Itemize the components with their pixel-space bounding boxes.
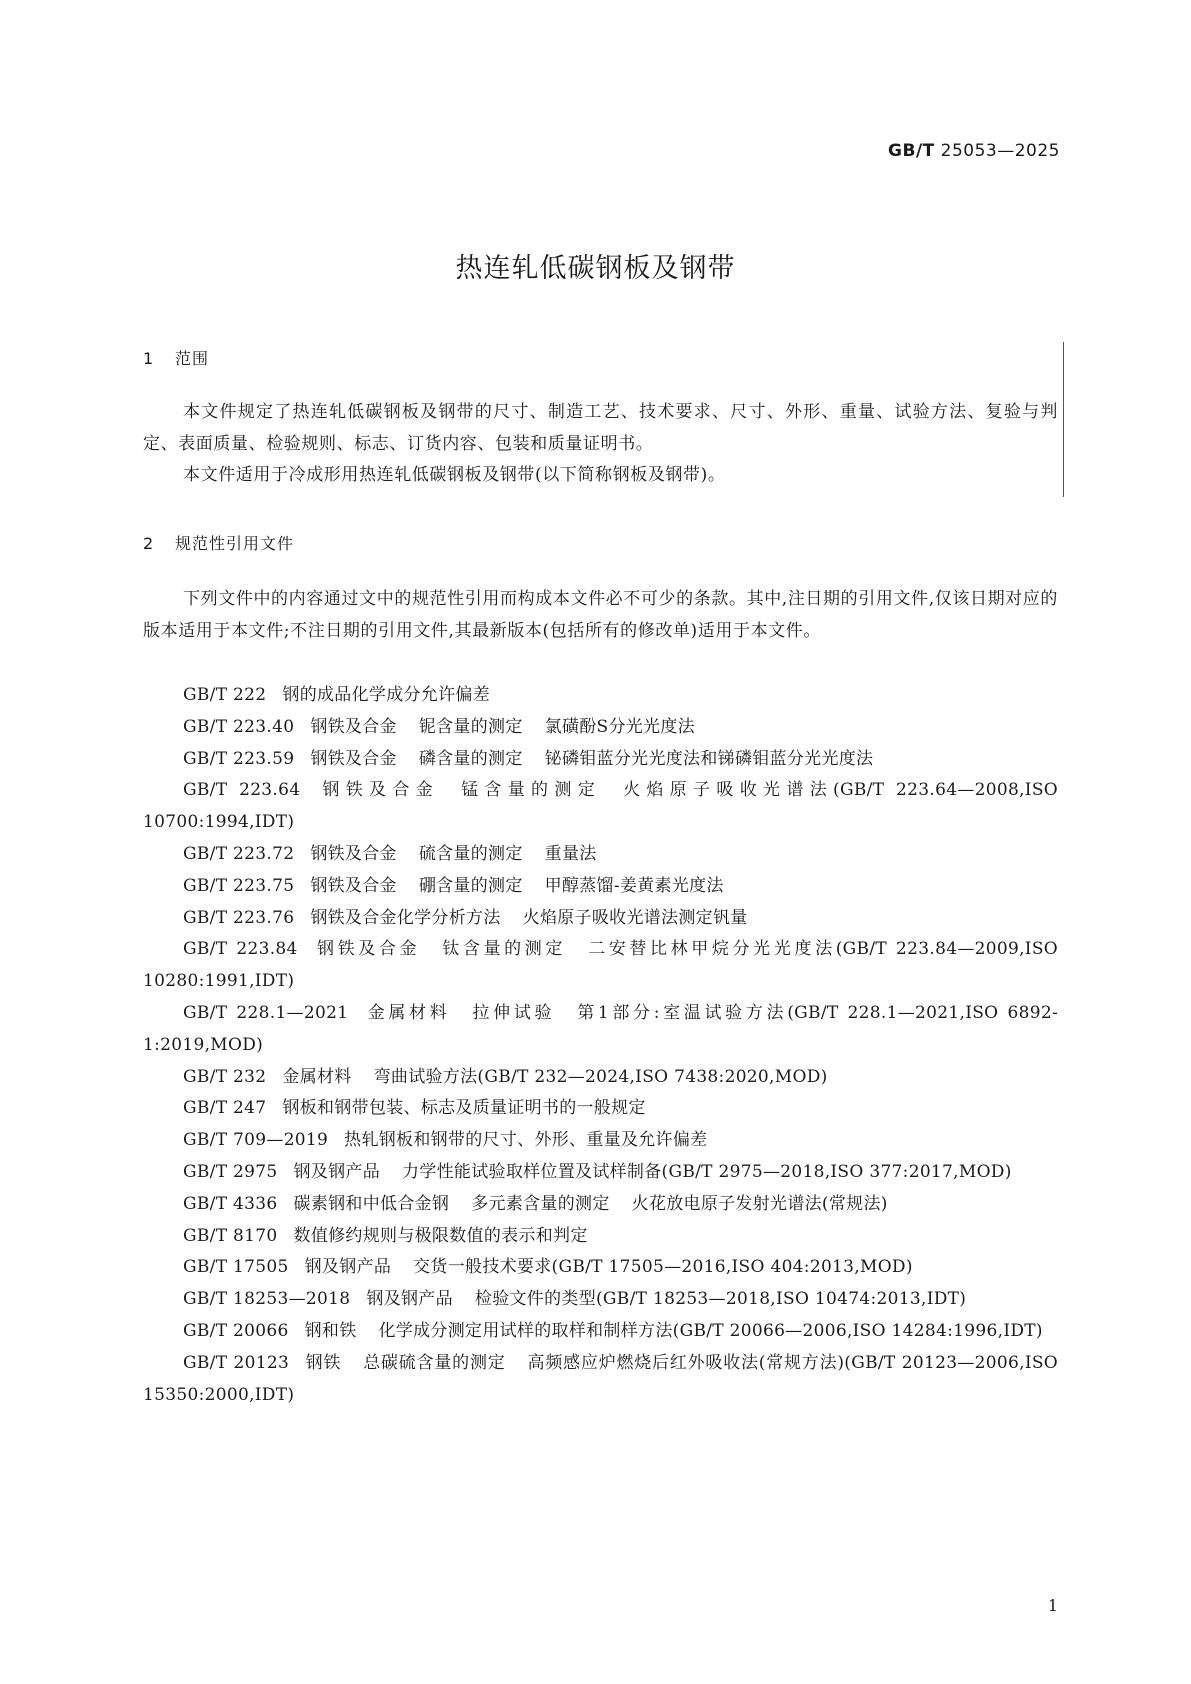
reference-item — [143, 680, 1058, 712]
reference-item — [143, 1125, 1058, 1157]
reference-title-segment: 火焰原子吸收光谱法(GB/T 223.64—2008,ISO 10700:1994,IDT) — [143, 780, 1059, 833]
section-1-heading — [143, 346, 209, 369]
reference-code: GB/T 232 — [183, 1066, 267, 1087]
reference-item — [143, 1316, 1058, 1348]
reference-title-segment: 交货一般技术要求(GB/T 17505—2016,ISO 404:2013,MOD) — [413, 1257, 913, 1278]
reference-list — [143, 680, 1058, 1411]
section-2-title: 规范性引用文件 — [175, 534, 295, 553]
reference-item — [143, 1062, 1058, 1094]
reference-title-segment: 第1部分:室温试验方法(GB/T 228.1—2021,ISO 6892-1:2019,MOD) — [143, 1002, 1058, 1055]
reference-title-segment: 硼含量的测定 — [418, 875, 523, 896]
reference-title-segment: 钢及钢产品 — [293, 1161, 381, 1182]
reference-title-segment: 总碳硫含量的测定 — [363, 1352, 506, 1373]
reference-title-segment: 甲醇蒸馏-姜黄素光度法 — [544, 875, 724, 896]
reference-title-segment: 钢铁及合金 — [310, 716, 397, 737]
reference-title-segment: 硫含量的测定 — [418, 843, 523, 864]
reference-code: GB/T 228.1—2021 — [183, 1002, 349, 1023]
standard-code — [888, 141, 1060, 161]
reference-title-segment: 数值修约规则与极限数值的表示和判定 — [293, 1225, 588, 1246]
reference-title-segment: 重量法 — [544, 843, 597, 864]
reference-code: GB/T 247 — [183, 1098, 267, 1119]
reference-item — [143, 839, 1058, 871]
reference-code: GB/T 223.76 — [183, 907, 295, 928]
reference-title-segment: 钢铁及合金化学分析方法 — [310, 907, 501, 928]
section-2-number: 2 — [143, 534, 155, 553]
section-1-number: 1 — [143, 349, 155, 368]
reference-title-segment: 钛含量的测定 — [442, 939, 567, 960]
reference-item — [143, 1189, 1058, 1221]
scope-paragraph-1: 本文件规定了热连轧低碳钢板及钢带的尺寸、制造工艺、技术要求、尺寸、外形、重量、试验方法、复验与判定、表面质量、检验规则、标志、订货内容、包装和质量证明书。 — [143, 402, 1058, 454]
section-1-title: 范围 — [175, 349, 210, 368]
reference-item — [143, 871, 1058, 903]
reference-code: GB/T 223.84 — [183, 939, 298, 960]
reference-item — [143, 712, 1058, 744]
document-title: 热连轧低碳钢板及钢带 — [455, 253, 736, 284]
reference-title-segment: 二安替比林甲烷分光光度法(GB/T 223.84—2009,ISO 10280:1991,IDT) — [143, 939, 1059, 992]
reference-title-segment: 钢铁及合金 — [310, 875, 397, 896]
reference-title-segment: 钢板和钢带包装、标志及质量证明书的一般规定 — [282, 1098, 646, 1119]
reference-item — [143, 1348, 1058, 1412]
reference-code: GB/T 20123 — [183, 1352, 290, 1373]
scope-paragraph-2: 本文件适用于冷成形用热连轧低碳钢板及钢带(以下简称钢板及钢带)。 — [183, 465, 726, 485]
reference-title-segment: 化学成分测定用试样的取样和制样方法(GB/T 20066—2006,ISO 14284:1996,IDT) — [378, 1320, 1043, 1341]
reference-item — [143, 1157, 1058, 1189]
reference-code: GB/T 4336 — [183, 1193, 278, 1214]
reference-title-segment: 热轧钢板和钢带的尺寸、外形、重量及允许偏差 — [344, 1130, 708, 1151]
reference-title-segment: 多元素含量的测定 — [471, 1193, 610, 1214]
reference-title-segment: 磷含量的测定 — [418, 748, 523, 769]
reference-item — [143, 744, 1058, 776]
reference-code: GB/T 222 — [183, 685, 267, 705]
reference-code: GB/T 2975 — [183, 1161, 278, 1182]
reference-title-segment: 钢铁及合金 — [316, 780, 440, 801]
reference-code: GB/T 223.72 — [183, 843, 295, 864]
reference-code: GB/T 709—2019 — [183, 1130, 329, 1151]
reference-item — [143, 1252, 1058, 1284]
references-intro: 下列文件中的内容通过文中的规范性引用而构成本文件必不可少的条款。其中,注日期的引用文件,仅该日期对应的版本适用于本文件;不注日期的引用文件,其最新版本(包括所有的修改单)适用于本文件。 — [143, 589, 1058, 641]
change-bar — [1063, 342, 1064, 497]
reference-title-segment: 金属材料 — [364, 1002, 451, 1023]
reference-item — [143, 934, 1058, 998]
reference-title-segment: 高频感应炉燃烧后红外吸收法(常规方法)(GB/T 20123—2006,ISO 15350:2000,IDT) — [143, 1352, 1059, 1405]
reference-title-segment: 钢铁及合金 — [313, 939, 421, 960]
reference-item — [143, 1221, 1058, 1253]
reference-item — [143, 1093, 1058, 1125]
reference-title-segment: 钢铁及合金 — [310, 843, 397, 864]
section-2-heading — [143, 531, 294, 554]
reference-title-segment: 钢的成品化学成分允许偏差 — [282, 685, 490, 705]
reference-title-segment: 钢铁 — [305, 1352, 342, 1373]
reference-item — [143, 775, 1058, 839]
reference-title-segment: 火花放电原子发射光谱法(常规法) — [631, 1193, 888, 1214]
reference-code: GB/T 18253—2018 — [183, 1289, 351, 1310]
reference-title-segment: 钢及钢产品 — [366, 1289, 453, 1310]
reference-code: GB/T 17505 — [183, 1257, 289, 1278]
reference-title-segment: 弯曲试验方法(GB/T 232—2024,ISO 7438:2020,MOD) — [373, 1066, 828, 1087]
reference-code: GB/T 223.40 — [183, 716, 295, 737]
reference-item — [143, 903, 1058, 935]
reference-code: GB/T 223.64 — [183, 780, 301, 801]
reference-title-segment: 火焰原子吸收光谱法测定钒量 — [522, 907, 748, 928]
reference-title-segment: 铋磷钼蓝分光光度法和锑磷钼蓝分光光度法 — [544, 748, 874, 769]
reference-title-segment: 拉伸试验 — [472, 1002, 556, 1023]
page-number: 1 — [1047, 1596, 1058, 1615]
reference-title-segment: 铌含量的测定 — [418, 716, 523, 737]
reference-title-segment: 力学性能试验取样位置及试样制备(GB/T 2975—2018,ISO 377:2017,MOD) — [402, 1161, 1012, 1182]
reference-title-segment: 碳素钢和中低合金钢 — [293, 1193, 450, 1214]
reference-title-segment: 钢和铁 — [304, 1320, 357, 1341]
reference-title-segment: 锰含量的测定 — [461, 780, 602, 801]
reference-title-segment: 检验文件的类型(GB/T 18253—2018,ISO 10474:2013,IDT) — [474, 1289, 967, 1310]
reference-code: GB/T 8170 — [183, 1225, 278, 1246]
reference-title-segment: 金属材料 — [282, 1066, 352, 1087]
reference-item — [143, 998, 1058, 1062]
reference-title-segment: 氯磺酚S分光光度法 — [544, 716, 695, 737]
reference-code: GB/T 223.75 — [183, 875, 295, 896]
reference-code: GB/T 20066 — [183, 1320, 289, 1341]
standard-prefix: GB/T — [888, 141, 935, 161]
reference-title-segment: 钢铁及合金 — [310, 748, 397, 769]
reference-item — [143, 1284, 1058, 1316]
reference-code: GB/T 223.59 — [183, 748, 295, 769]
standard-number: 25053—2025 — [940, 141, 1060, 161]
reference-title-segment: 钢及钢产品 — [304, 1257, 392, 1278]
